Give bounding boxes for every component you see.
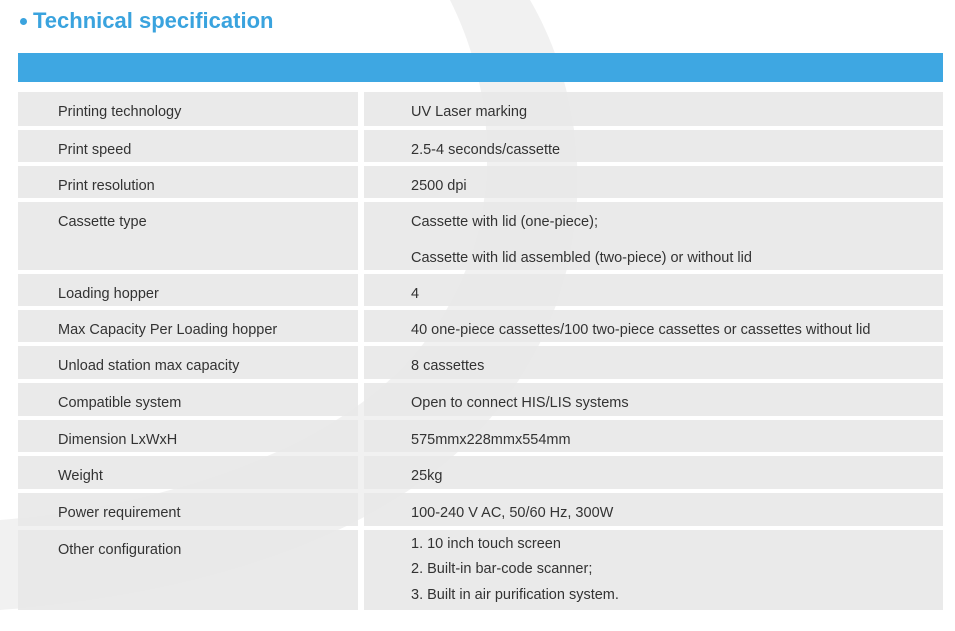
spec-label: Dimension LxWxH <box>18 420 358 452</box>
spec-value-line: 25kg <box>411 468 443 484</box>
section-title-text: Technical specification <box>33 8 274 33</box>
spec-row <box>18 420 943 452</box>
spec-row <box>18 346 943 379</box>
spec-row <box>18 310 943 342</box>
spec-row <box>18 456 943 489</box>
spec-value-line: 4 <box>411 286 420 302</box>
spec-value-line: 8 cassettes <box>411 358 485 374</box>
spec-row <box>18 92 943 126</box>
spec-label: Max Capacity Per Loading hopper <box>18 310 358 342</box>
spec-label: Unload station max capacity <box>18 346 358 379</box>
spec-row <box>18 202 943 270</box>
spec-value <box>364 346 943 379</box>
spec-label: Print speed <box>18 130 358 162</box>
spec-value-line: 2500 dpi <box>411 178 467 194</box>
spec-value <box>364 383 943 416</box>
spec-row <box>18 166 943 198</box>
spec-value-line: UV Laser marking <box>411 104 528 120</box>
bullet-dot-icon <box>20 18 27 25</box>
spec-value <box>364 92 943 126</box>
spec-value <box>364 274 943 306</box>
spec-label: Weight <box>18 456 358 489</box>
spec-label: Loading hopper <box>18 274 358 306</box>
spec-row <box>18 274 943 306</box>
spec-value-line: Open to connect HIS/LIS systems <box>411 395 629 411</box>
spec-value <box>364 456 943 489</box>
spec-label: Compatible system <box>18 383 358 416</box>
spec-value <box>364 310 943 342</box>
spec-value <box>364 130 943 162</box>
spec-label: Other configuration <box>18 530 358 610</box>
spec-value-line: Cassette with lid assembled (two-piece) or without lid <box>411 250 752 267</box>
spec-row <box>18 383 943 416</box>
spec-value-line: 2. Built-in bar-code scanner; <box>411 561 593 578</box>
spec-value-line: 3. Built in air purification system. <box>411 586 619 603</box>
spec-label: Printing technology <box>18 92 358 126</box>
spec-value-line: Cassette with lid (one-piece); <box>411 214 598 230</box>
spec-table <box>18 92 943 614</box>
spec-value <box>364 420 943 452</box>
spec-value-line: 1. 10 inch touch screen <box>411 536 561 552</box>
spec-value-line: 575mmx228mmx554mm <box>411 432 571 448</box>
spec-value-line: 2.5-4 seconds/cassette <box>411 142 561 158</box>
spec-value-line: 100-240 V AC, 50/60 Hz, 300W <box>411 505 614 521</box>
spec-value <box>364 166 943 198</box>
section-title <box>20 8 273 34</box>
spec-row <box>18 530 943 610</box>
spec-row <box>18 493 943 526</box>
spec-value-line: 40 one-piece cassettes/100 two-piece cassettes or cassettes without lid <box>411 322 871 338</box>
spec-label: Cassette type <box>18 202 358 270</box>
spec-value <box>364 530 943 610</box>
spec-label: Print resolution <box>18 166 358 198</box>
spec-value <box>364 493 943 526</box>
spec-value <box>364 202 943 270</box>
table-header-bar <box>18 53 943 82</box>
spec-row <box>18 130 943 162</box>
spec-label: Power requirement <box>18 493 358 526</box>
